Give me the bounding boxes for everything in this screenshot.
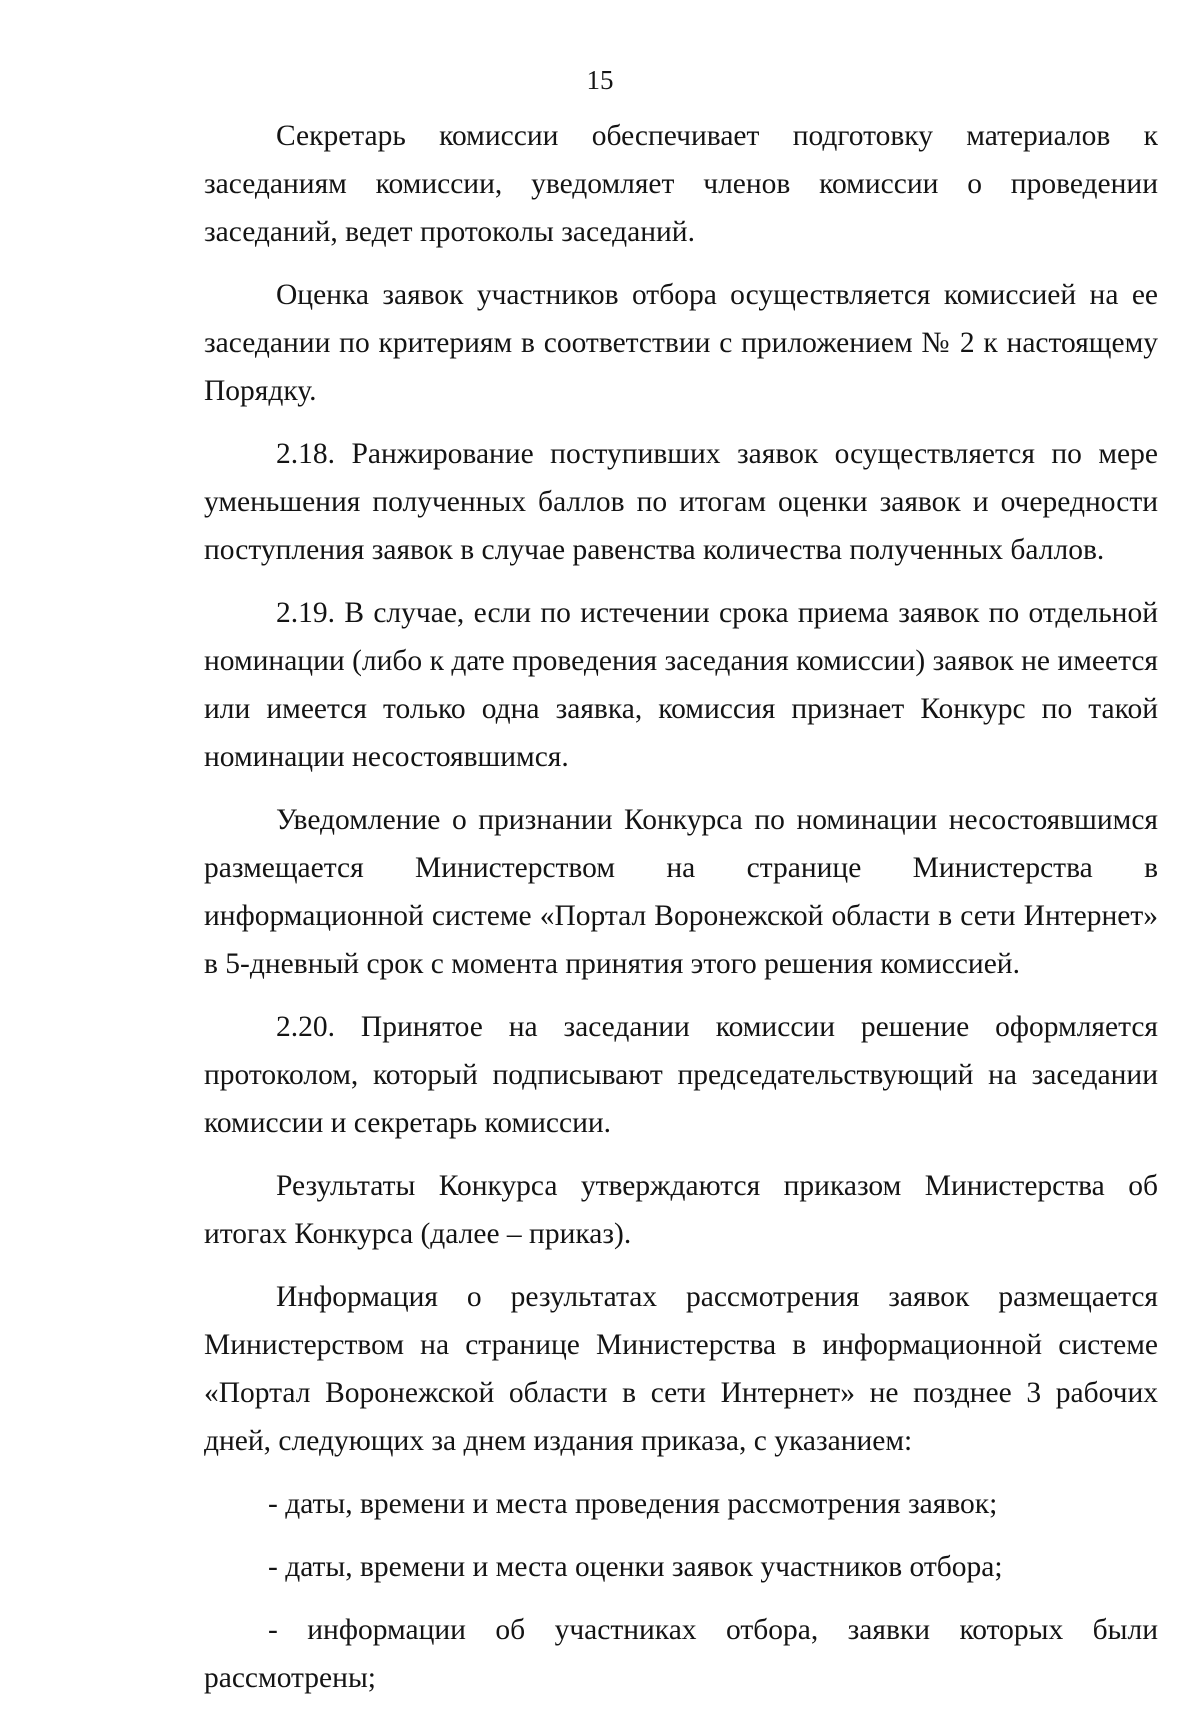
- paragraph-2-20-protocol: 2.20. Принятое на заседании комиссии решение оформляется протоколом, который подписывают председательствующий на заседании комиссии и секретарь комиссии.: [204, 1011, 1158, 1139]
- paragraph-secretary-duties: Секретарь комиссии обеспечивает подготовку материалов к заседаниям комиссии, уведомляет членов комиссии о проведении заседаний, ведет протоколы заседаний.: [204, 120, 1158, 248]
- page-number: 15: [586, 65, 614, 95]
- paragraph-results-order: Результаты Конкурса утверждаются приказом Министерства об итогах Конкурса (далее – приказ).: [204, 1170, 1158, 1250]
- paragraph-failed-contest-notice: Уведомление о признании Конкурса по номинации несостоявшимся размещается Министерством на странице Министерства в информационной системе «Портал Воронежской области в сети Интернет» в 5-дневный срок с момента принятия этого решения комиссией.: [204, 804, 1158, 980]
- paragraph-results-publication: Информация о результатах рассмотрения заявок размещается Министерством на странице Министерства в информационной системе «Портал Воронежской области в сети Интернет» не позднее 3 рабочих дней, следующих за днем издания приказа, с указанием:: [204, 1281, 1158, 1457]
- list-item: - даты, времени и места проведения рассмотрения заявок;: [268, 1488, 998, 1520]
- paragraph-2-19-failed-contest: 2.19. В случае, если по истечении срока приема заявок по отдельной номинации (либо к дате проведения заседания комиссии) заявок не имеется или имеется только одна заявка, комиссия признает Конкурс по такой номинации несостоявшимся.: [204, 597, 1158, 773]
- paragraph-evaluation-criteria: Оценка заявок участников отбора осуществляется комиссией на ее заседании по критериям в соответствии с приложением № 2 к настоящему Порядку.: [204, 279, 1158, 407]
- document-body: [204, 112, 1158, 1717]
- list-item: - даты, времени и места оценки заявок участников отбора;: [268, 1551, 1003, 1583]
- paragraph-2-18-ranking: 2.18. Ранжирование поступивших заявок осуществляется по мере уменьшения полученных баллов по итогам оценки заявок и очередности поступления заявок в случае равенства количества полученных баллов.: [204, 438, 1158, 566]
- list-item: - информации об участниках отбора, заявки которых были рассмотрены;: [204, 1614, 1158, 1694]
